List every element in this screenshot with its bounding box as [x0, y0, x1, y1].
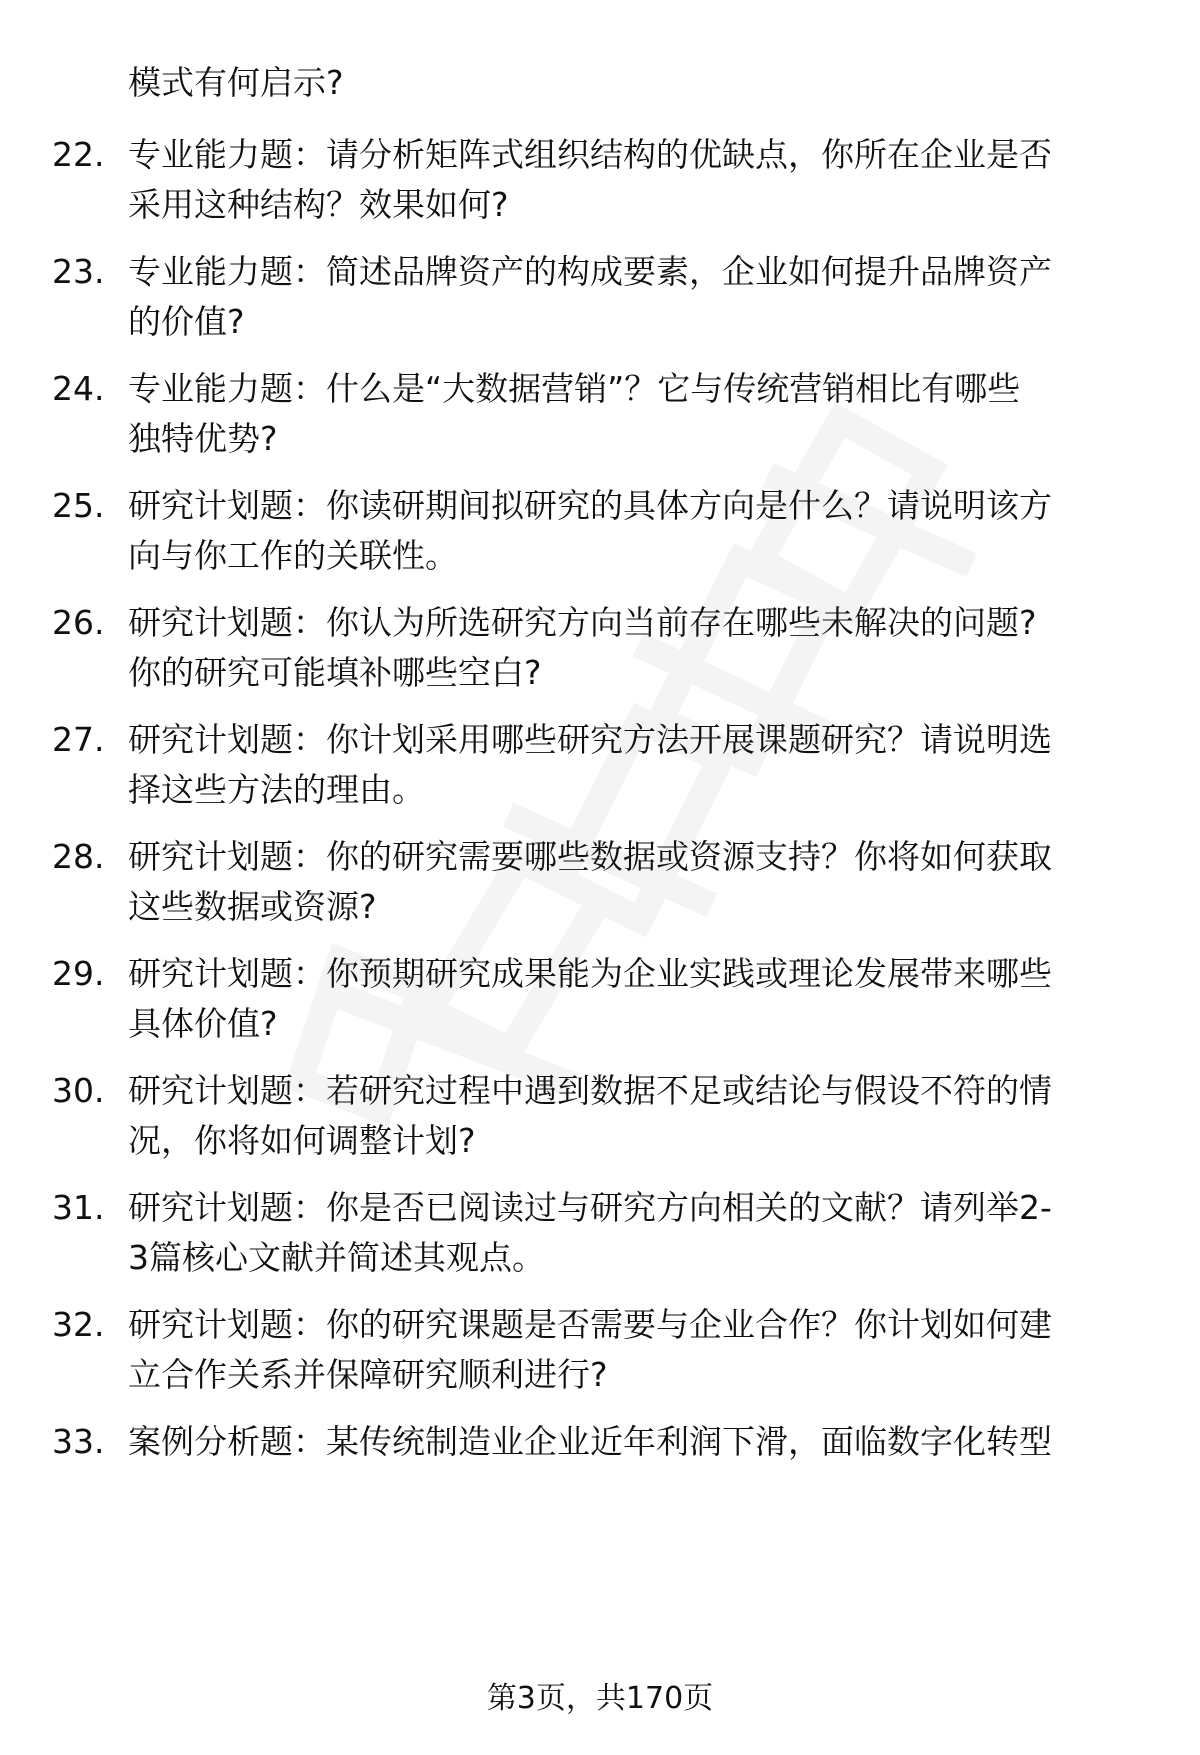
- item-number: 32.: [52, 1305, 105, 1344]
- item-text-line: 这些数据或资源?: [128, 887, 377, 926]
- page-footer: 第3页，共170页: [486, 1681, 714, 1716]
- item-text-line: 3篇核心文献并简述其观点。: [128, 1238, 545, 1277]
- item-text-line: 研究计划题：你是否已阅读过与研究方向相关的文献？请列举2-: [128, 1188, 1052, 1227]
- item-text: [128, 1300, 1142, 1400]
- item-number: 26.: [52, 603, 105, 642]
- item-text-line: 案例分析题：某传统制造业企业近年利润下滑，面临数字化转型: [128, 1422, 1052, 1461]
- item-text: [128, 832, 1142, 932]
- list-item: [52, 949, 1142, 1049]
- item-text: [128, 481, 1142, 581]
- continuation-line: 模式有何启示?: [128, 63, 344, 102]
- list-item: [52, 832, 1142, 932]
- item-text-line: 的价值?: [128, 302, 245, 341]
- item-text-line: 向与你工作的关联性。: [128, 536, 458, 575]
- item-text: [128, 1066, 1142, 1166]
- item-text-line: 专业能力题：什么是“大数据营销”？它与传统营销相比有哪些: [128, 369, 1021, 408]
- list-item: [52, 1300, 1142, 1400]
- item-number: 25.: [52, 486, 105, 525]
- item-text-line: 专业能力题：请分析矩阵式组织结构的优缺点，你所在企业是否: [128, 135, 1052, 174]
- list-item: [52, 598, 1142, 698]
- item-text: [128, 1417, 1142, 1467]
- item-text-line: 研究计划题：若研究过程中遇到数据不足或结论与假设不符的情: [128, 1071, 1052, 1110]
- list-item: [52, 364, 1142, 464]
- item-text-line: 采用这种结构？效果如何?: [128, 185, 509, 224]
- list-item: [52, 715, 1142, 815]
- item-text: [128, 1183, 1142, 1283]
- item-number: 22.: [52, 135, 105, 174]
- item-text-line: 研究计划题：你预期研究成果能为企业实践或理论发展带来哪些: [128, 954, 1052, 993]
- item-number: 23.: [52, 252, 105, 291]
- list-item: [52, 247, 1142, 347]
- item-text-line: 立合作关系并保障研究顺利进行?: [128, 1355, 608, 1394]
- item-number: 24.: [52, 369, 105, 408]
- item-text-line: 研究计划题：你计划采用哪些研究方法开展课题研究？请说明选: [128, 720, 1052, 759]
- item-text-line: 择这些方法的理由。: [128, 770, 425, 809]
- list-item: [52, 130, 1142, 230]
- item-text-line: 研究计划题：你的研究需要哪些数据或资源支持？你将如何获取: [128, 837, 1052, 876]
- item-number: 27.: [52, 720, 105, 759]
- item-number: 28.: [52, 837, 105, 876]
- item-number: 30.: [52, 1071, 105, 1110]
- list-item: [52, 1066, 1142, 1166]
- item-text: [128, 364, 1142, 464]
- item-text-line: 专业能力题：简述品牌资产的构成要素，企业如何提升品牌资产: [128, 252, 1052, 291]
- item-text: [128, 715, 1142, 815]
- item-text-line: 况，你将如何调整计划?: [128, 1121, 476, 1160]
- list-item: [52, 481, 1142, 581]
- list-item: [52, 1417, 1142, 1467]
- item-text-line: 研究计划题：你认为所选研究方向当前存在哪些未解决的问题?: [128, 603, 1037, 642]
- list-item: [52, 1183, 1142, 1283]
- item-number: 31.: [52, 1188, 105, 1227]
- item-text: [128, 598, 1142, 698]
- item-number: 29.: [52, 954, 105, 993]
- item-text: [128, 247, 1142, 347]
- item-text-line: 你的研究可能填补哪些空白?: [128, 653, 542, 692]
- item-text-line: 研究计划题：你的研究课题是否需要与企业合作？你计划如何建: [128, 1305, 1052, 1344]
- item-text: [128, 949, 1142, 1049]
- item-text-line: 研究计划题：你读研期间拟研究的具体方向是什么？请说明该方: [128, 486, 1052, 525]
- item-text-line: 独特优势?: [128, 419, 278, 458]
- item-number: 33.: [52, 1422, 105, 1461]
- item-text: [128, 130, 1142, 230]
- item-text-line: 具体价值?: [128, 1004, 278, 1043]
